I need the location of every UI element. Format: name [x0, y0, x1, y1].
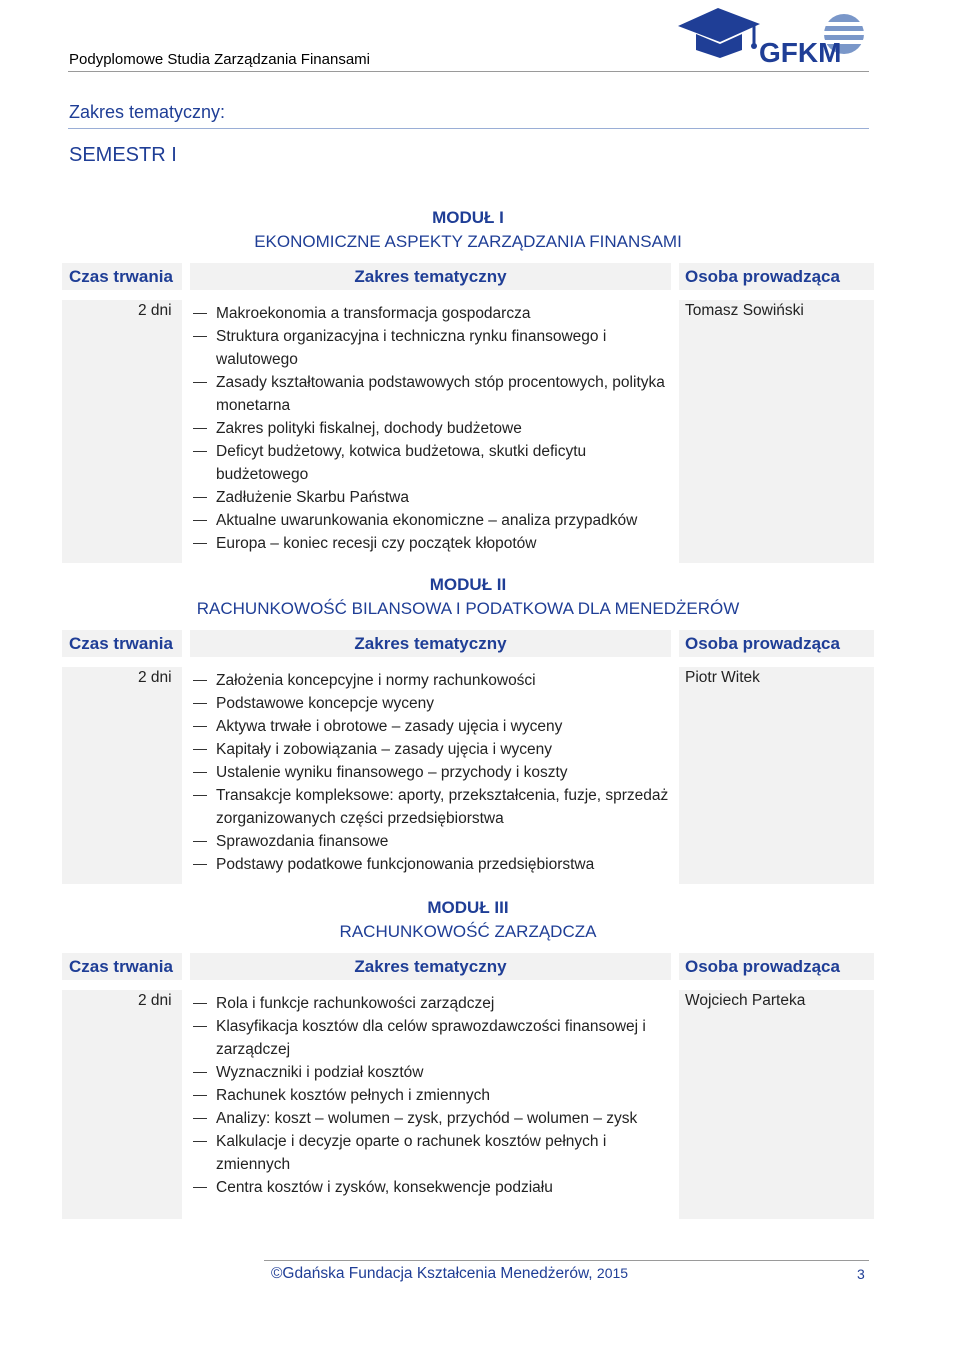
section-divider [68, 128, 869, 129]
column-header-row [62, 953, 874, 980]
duration-cell [62, 300, 182, 563]
topic-item: Aktualne uwarunkowania ekonomiczne – analiza przypadków [190, 509, 671, 532]
topic-list [190, 990, 671, 1219]
page-number: 3 [857, 1266, 865, 1282]
module-name: RACHUNKOWOŚĆ BILANSOWA I PODATKOWA DLA MENEDŻERÓW [196, 599, 740, 618]
topic-item: Centra kosztów i zysków, konsekwencje podziału [190, 1176, 671, 1199]
column-header-duration: Czas trwania [62, 263, 182, 290]
dash-bullet-icon [193, 1026, 207, 1027]
topic-list [190, 667, 671, 884]
module-lecturer: Piotr Witek [685, 669, 760, 686]
column-header-topics: Zakres tematyczny [190, 953, 671, 980]
module-duration: 2 dni [138, 302, 172, 319]
column-header-duration: Czas trwania [62, 630, 182, 657]
dash-bullet-icon [193, 336, 207, 337]
topic-item: Rachunek kosztów pełnych i zmiennych [190, 1084, 671, 1107]
header-divider [68, 71, 869, 72]
topic-item: Analizy: koszt – wolumen – zysk, przychód – wolumen – zysk [190, 1107, 671, 1130]
topic-item: Założenia koncepcyjne i normy rachunkowości [190, 669, 671, 692]
module-duration: 2 dni [138, 669, 172, 686]
module-number: MODUŁ I [432, 208, 504, 227]
dash-bullet-icon [193, 313, 207, 314]
logo-text: GFKM [759, 37, 842, 68]
topic-item: Ustalenie wyniku finansowego – przychody i koszty [190, 761, 671, 784]
module-name: RACHUNKOWOŚĆ ZARZĄDCZA [339, 922, 597, 941]
column-header-topics: Zakres tematyczny [190, 263, 671, 290]
module-number: MODUŁ II [429, 575, 507, 594]
column-header-duration: Czas trwania [62, 953, 182, 980]
topic-item: Zakres polityki fiskalnej, dochody budżetowe [190, 417, 671, 440]
column-header-topics: Zakres tematyczny [190, 630, 671, 657]
topic-item: Sprawozdania finansowe [190, 830, 671, 853]
module-number: MODUŁ III [427, 898, 509, 917]
module-1 [62, 206, 874, 563]
footer-year: 2015 [596, 1265, 629, 1281]
dash-bullet-icon [193, 1141, 207, 1142]
dash-bullet-icon [193, 703, 207, 704]
dash-bullet-icon [193, 1072, 207, 1073]
module-body-row [62, 990, 874, 1219]
topic-item: Deficyt budżetowy, kotwica budżetowa, skutki deficytu budżetowego [190, 440, 671, 486]
document-header-title: Podyplomowe Studia Zarządzania Finansami [69, 51, 370, 68]
topic-item: Wyznaczniki i podział kosztów [190, 1061, 671, 1084]
topic-item: Struktura organizacyjna i techniczna rynku finansowego i walutowego [190, 325, 671, 371]
column-header-row [62, 263, 874, 290]
module-lecturer: Tomasz Sowiński [685, 302, 804, 319]
topic-item: Podstawowe koncepcje wyceny [190, 692, 671, 715]
dash-bullet-icon [193, 497, 207, 498]
column-header-row [62, 630, 874, 657]
topic-item: Kalkulacje i decyzje oparte o rachunek kosztów pełnych i zmiennych [190, 1130, 671, 1176]
topic-item: Kapitały i zobowiązania – zasady ujęcia i wyceny [190, 738, 671, 761]
topic-item: Aktywa trwałe i obrotowe – zasady ujęcia i wyceny [190, 715, 671, 738]
dash-bullet-icon [193, 1095, 207, 1096]
dash-bullet-icon [193, 772, 207, 773]
module-lecturer: Wojciech Parteka [685, 992, 806, 1009]
topic-item: Transakcje kompleksowe: aporty, przekształcenia, fuzje, sprzedaż zorganizowanych części przedsiębiorstwa [190, 784, 671, 830]
semester-heading: SEMESTR I [69, 144, 177, 166]
lecturer-cell [679, 667, 874, 884]
dash-bullet-icon [193, 1003, 207, 1004]
modules-container [62, 206, 874, 1219]
topic-item: Makroekonomia a transformacja gospodarcza [190, 302, 671, 325]
dash-bullet-icon [193, 864, 207, 865]
topic-list [190, 300, 671, 563]
dash-bullet-icon [193, 795, 207, 796]
topic-item: Podstawy podatkowe funkcjonowania przedsiębiorstwa [190, 853, 671, 876]
module-body-row [62, 300, 874, 563]
dash-bullet-icon [193, 749, 207, 750]
dash-bullet-icon [193, 428, 207, 429]
dash-bullet-icon [193, 680, 207, 681]
footer-copyright: ©Gdańska Fundacja Kształcenia Menedżerów, 2015 [271, 1265, 629, 1282]
column-header-lecturer: Osoba prowadząca [679, 630, 874, 657]
duration-cell [62, 667, 182, 884]
dash-bullet-icon [193, 451, 207, 452]
dash-bullet-icon [193, 520, 207, 521]
topic-item: Rola i funkcje rachunkowości zarządczej [190, 992, 671, 1015]
duration-cell [62, 990, 182, 1219]
dash-bullet-icon [193, 1187, 207, 1188]
gfkm-logo [676, 4, 868, 68]
column-header-lecturer: Osoba prowadząca [679, 953, 874, 980]
topic-item: Zadłużenie Skarbu Państwa [190, 486, 671, 509]
module-3 [62, 896, 874, 1219]
dash-bullet-icon [193, 726, 207, 727]
section-title: Zakres tematyczny: [69, 102, 226, 122]
module-name: EKONOMICZNE ASPEKTY ZARZĄDZANIA FINANSAMI [254, 232, 682, 251]
topic-item: Klasyfikacja kosztów dla celów sprawozdawczości finansowej i zarządczej [190, 1015, 671, 1061]
lecturer-cell [679, 990, 874, 1219]
module-2 [62, 573, 874, 884]
dash-bullet-icon [193, 1118, 207, 1119]
footer-divider [264, 1260, 869, 1261]
module-duration: 2 dni [138, 992, 172, 1009]
dash-bullet-icon [193, 382, 207, 383]
lecturer-cell [679, 300, 874, 563]
topic-item: Europa – koniec recesji czy początek kłopotów [190, 532, 671, 555]
dash-bullet-icon [193, 841, 207, 842]
topic-item: Zasady kształtowania podstawowych stóp procentowych, polityka monetarna [190, 371, 671, 417]
column-header-lecturer: Osoba prowadząca [679, 263, 874, 290]
dash-bullet-icon [193, 543, 207, 544]
module-body-row [62, 667, 874, 884]
